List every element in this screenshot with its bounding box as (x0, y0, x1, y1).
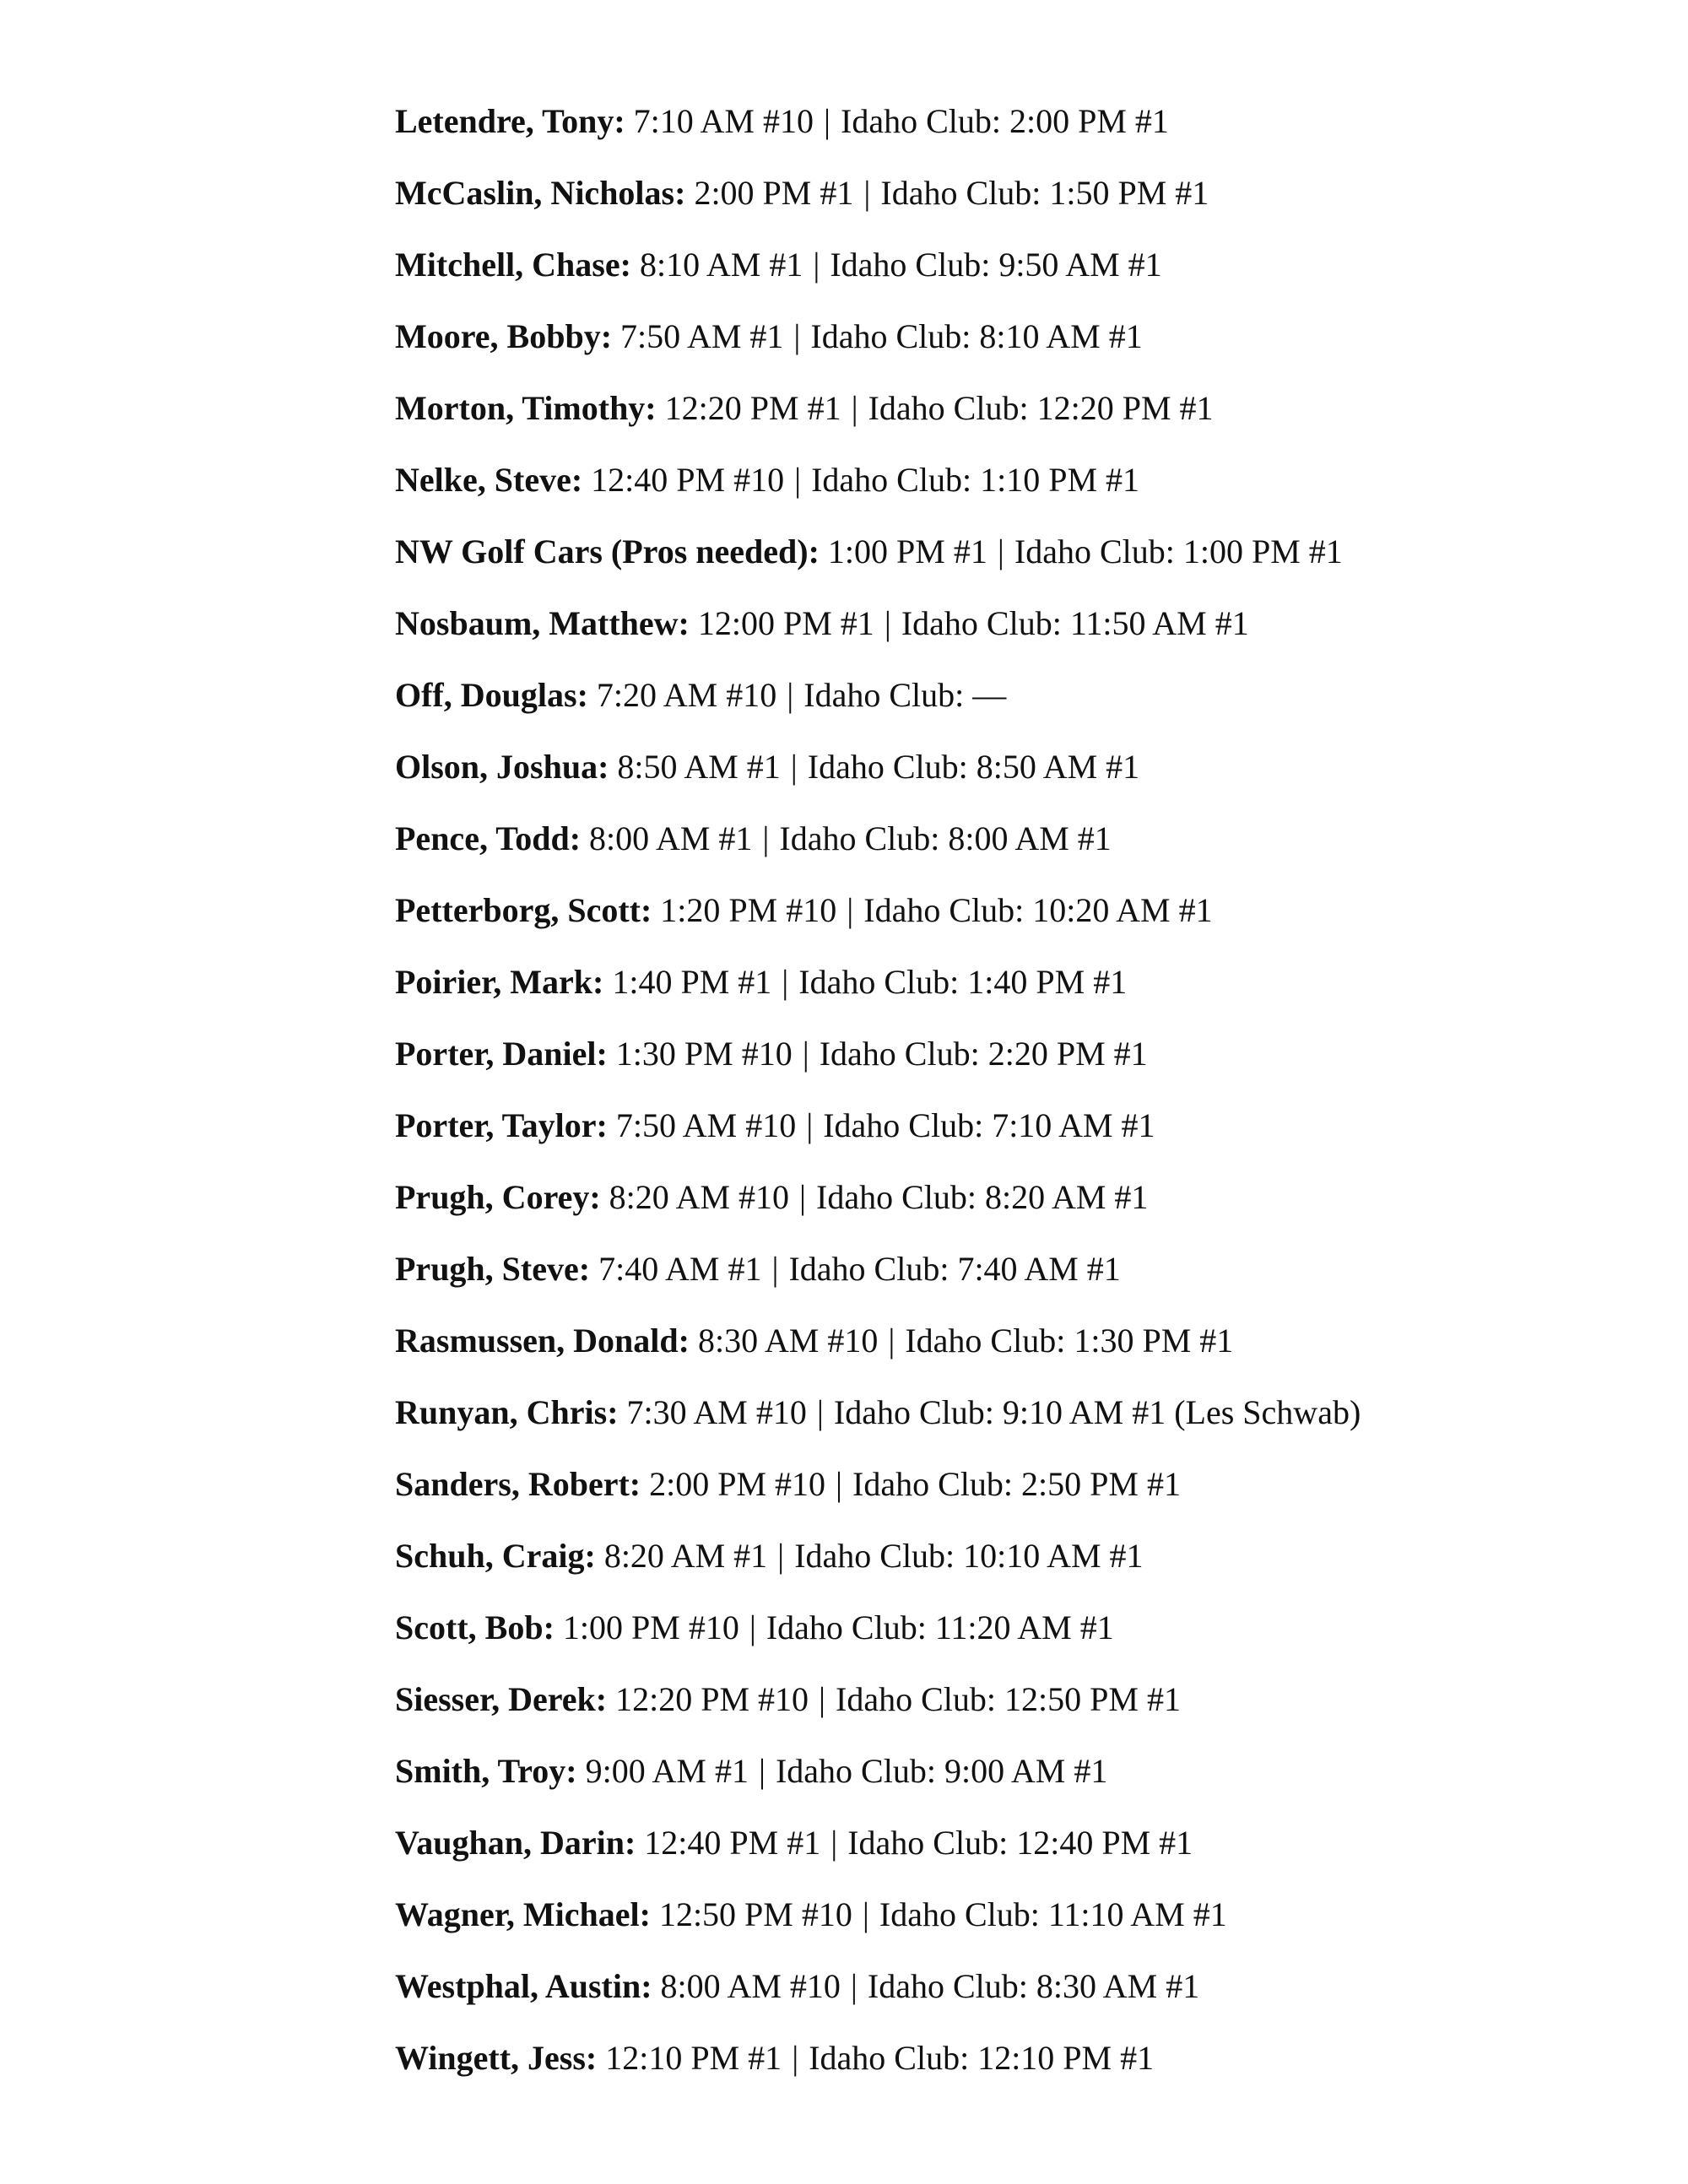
separator: | (771, 1250, 779, 1288)
tee-time: 7:50 AM #1 (620, 317, 784, 355)
list-item (395, 1027, 1661, 1099)
list-item (395, 1888, 1661, 1960)
idaho-club-label: Idaho Club: (794, 1537, 955, 1575)
separator: | (851, 389, 858, 427)
idaho-club-time: 1:10 PM #1 (980, 461, 1140, 499)
list-item (395, 1099, 1661, 1170)
idaho-club-label: Idaho Club: (823, 1106, 984, 1144)
tee-time: 2:00 PM #10 (649, 1465, 826, 1503)
list-item (395, 1960, 1661, 2031)
list-item (395, 1816, 1661, 1888)
idaho-club-label: Idaho Club: (852, 1465, 1014, 1503)
separator: | (794, 461, 802, 499)
tee-time: 12:10 PM #1 (605, 2039, 782, 2077)
list-item (395, 1386, 1661, 1457)
tee-time: 7:30 AM #10 (626, 1393, 807, 1431)
list-item (395, 1744, 1661, 1816)
list-item (395, 1673, 1661, 1744)
separator: | (888, 1322, 895, 1360)
idaho-club-time: 1:00 PM #1 (1182, 532, 1343, 570)
idaho-club-time: 8:00 AM #1 (948, 819, 1112, 857)
tee-time: 12:20 PM #10 (615, 1680, 809, 1718)
list-item (395, 381, 1661, 453)
player-name: Nelke, Steve: (395, 461, 583, 499)
list-item (395, 1529, 1661, 1601)
player-name: Westphal, Austin: (395, 1967, 652, 2005)
idaho-club-time: 8:10 AM #1 (979, 317, 1143, 355)
tee-time: 9:00 AM #1 (585, 1752, 749, 1790)
tee-time: 12:50 PM #10 (658, 1895, 852, 1933)
idaho-club-time: 9:00 AM #1 (944, 1752, 1108, 1790)
idaho-club-time: 2:20 PM #1 (987, 1035, 1148, 1073)
player-name: Mitchell, Chase: (395, 246, 631, 284)
tee-time: 2:00 PM #1 (694, 174, 854, 212)
separator: | (816, 1393, 824, 1431)
separator: | (787, 676, 794, 714)
player-name: Schuh, Craig: (395, 1537, 596, 1575)
separator: | (762, 819, 770, 857)
idaho-club-time: 11:10 AM #1 (1047, 1895, 1227, 1933)
tee-time: 7:50 AM #10 (615, 1106, 797, 1144)
idaho-club-time: — (972, 676, 1007, 714)
idaho-club-label: Idaho Club: (863, 891, 1025, 929)
idaho-club-time: 8:30 AM #1 (1036, 1967, 1200, 2005)
list-item (395, 2031, 1661, 2103)
idaho-club-label: Idaho Club: (816, 1178, 977, 1216)
list-item (395, 1242, 1661, 1314)
separator: | (799, 1178, 807, 1216)
tee-time: 12:40 PM #10 (591, 461, 785, 499)
idaho-club-time: 10:20 AM #1 (1032, 891, 1213, 929)
idaho-club-time: 9:50 AM #1 (998, 246, 1162, 284)
idaho-club-time: 11:20 AM #1 (934, 1608, 1114, 1646)
idaho-club-time: 7:40 AM #1 (957, 1250, 1121, 1288)
idaho-club-label: Idaho Club: (833, 1393, 994, 1431)
player-name: McCaslin, Nicholas: (395, 174, 686, 212)
tee-time-list (395, 95, 1661, 2103)
separator: | (806, 1106, 814, 1144)
idaho-club-time: 7:10 AM #1 (992, 1106, 1155, 1144)
separator: | (862, 1895, 869, 1933)
list-item (395, 740, 1661, 812)
player-name: Prugh, Corey: (395, 1178, 601, 1216)
tee-time: 8:20 AM #10 (609, 1178, 790, 1216)
tee-time: 8:00 AM #1 (589, 819, 753, 857)
player-name: Porter, Taylor: (395, 1106, 608, 1144)
idaho-club-time: 1:40 PM #1 (967, 963, 1128, 1001)
separator: | (777, 1537, 785, 1575)
separator: | (884, 604, 891, 642)
separator: | (847, 891, 854, 929)
idaho-club-time: 12:20 PM #1 (1036, 389, 1214, 427)
idaho-club-time: 12:10 PM #1 (977, 2039, 1155, 2077)
player-name: Porter, Daniel: (395, 1035, 608, 1073)
idaho-club-label: Idaho Club: (901, 604, 1062, 642)
player-name: Smith, Troy: (395, 1752, 577, 1790)
list-item (395, 1457, 1661, 1529)
separator: | (819, 1680, 826, 1718)
idaho-club-time: 11:50 AM #1 (1069, 604, 1249, 642)
idaho-club-label: Idaho Club: (868, 389, 1029, 427)
separator: | (836, 1465, 843, 1503)
player-name: Off, Douglas: (395, 676, 588, 714)
idaho-club-label: Idaho Club: (807, 748, 968, 786)
separator: | (793, 317, 801, 355)
idaho-club-label: Idaho Club: (779, 819, 940, 857)
separator: | (850, 1967, 858, 2005)
player-name: Wingett, Jess: (395, 2039, 598, 2077)
tee-time: 1:00 PM #1 (827, 532, 987, 570)
idaho-club-label: Idaho Club: (880, 174, 1041, 212)
player-name: Rasmussen, Donald: (395, 1322, 690, 1360)
player-name: Moore, Bobby: (395, 317, 613, 355)
idaho-club-label: Idaho Club: (830, 246, 991, 284)
idaho-club-label: Idaho Club: (905, 1322, 1066, 1360)
list-item (395, 1170, 1661, 1242)
separator: | (749, 1608, 756, 1646)
separator: | (824, 102, 831, 140)
tee-time: 1:00 PM #10 (562, 1608, 739, 1646)
idaho-club-label: Idaho Club: (867, 1967, 1028, 2005)
idaho-club-label: Idaho Club: (809, 2039, 970, 2077)
player-name: Petterborg, Scott: (395, 891, 652, 929)
list-item (395, 955, 1661, 1027)
separator: | (997, 532, 1004, 570)
separator: | (782, 963, 789, 1001)
idaho-club-label: Idaho Club: (847, 1824, 1009, 1862)
list-item (395, 95, 1661, 166)
list-item (395, 310, 1661, 381)
idaho-club-time: 2:50 PM #1 (1021, 1465, 1181, 1503)
idaho-club-label: Idaho Club: (819, 1035, 980, 1073)
tee-time: 1:20 PM #10 (660, 891, 837, 929)
tee-time: 12:40 PM #1 (644, 1824, 821, 1862)
list-item (395, 597, 1661, 668)
player-name: Scott, Bob: (395, 1608, 555, 1646)
separator: | (792, 2039, 799, 2077)
tee-time: 8:50 AM #1 (617, 748, 781, 786)
player-name: NW Golf Cars (Pros needed): (395, 532, 820, 570)
idaho-club-label: Idaho Club: (803, 676, 965, 714)
list-item (395, 668, 1661, 740)
idaho-club-time: 1:30 PM #1 (1074, 1322, 1234, 1360)
idaho-club-time: 1:50 PM #1 (1049, 174, 1209, 212)
idaho-club-label: Idaho Club: (841, 102, 1001, 140)
tee-time: 7:10 AM #10 (633, 102, 814, 140)
player-name: Olson, Joshua: (395, 748, 609, 786)
player-name: Letendre, Tony: (395, 102, 625, 140)
player-name: Nosbaum, Matthew: (395, 604, 690, 642)
player-name: Poirier, Mark: (395, 963, 604, 1001)
separator: | (802, 1035, 809, 1073)
idaho-club-time: 8:50 AM #1 (976, 748, 1140, 786)
idaho-club-time: 2:00 PM #1 (1009, 102, 1169, 140)
tee-time: 8:20 AM #1 (603, 1537, 768, 1575)
tee-time: 1:30 PM #10 (615, 1035, 793, 1073)
list-item (395, 453, 1661, 525)
idaho-club-label: Idaho Club: (811, 461, 972, 499)
idaho-club-label: Idaho Club: (836, 1680, 997, 1718)
separator: | (830, 1824, 838, 1862)
list-item (395, 1601, 1661, 1673)
list-item (395, 812, 1661, 884)
player-name: Siesser, Derek: (395, 1680, 608, 1718)
tee-time: 12:00 PM #1 (697, 604, 874, 642)
list-item (395, 238, 1661, 310)
player-name: Pence, Todd: (395, 819, 582, 857)
idaho-club-label: Idaho Club: (810, 317, 971, 355)
idaho-club-time: 12:40 PM #1 (1016, 1824, 1193, 1862)
list-item (395, 1314, 1661, 1386)
separator: | (758, 1752, 766, 1790)
idaho-club-time: 12:50 PM #1 (1004, 1680, 1181, 1718)
tee-time: 8:30 AM #10 (697, 1322, 879, 1360)
player-name: Wagner, Michael: (395, 1895, 651, 1933)
separator: | (790, 748, 798, 786)
separator: | (863, 174, 871, 212)
tee-time: 12:20 PM #1 (664, 389, 841, 427)
tee-time: 8:10 AM #1 (639, 246, 803, 284)
list-item (395, 166, 1661, 238)
idaho-club-time: 8:20 AM #1 (985, 1178, 1149, 1216)
player-name: Runyan, Chris: (395, 1393, 619, 1431)
player-name: Vaughan, Darin: (395, 1824, 636, 1862)
idaho-club-time: 9:10 AM #1 (Les Schwab) (1002, 1393, 1361, 1431)
tee-time: 8:00 AM #10 (660, 1967, 841, 2005)
idaho-club-label: Idaho Club: (798, 963, 960, 1001)
idaho-club-label: Idaho Club: (775, 1752, 936, 1790)
idaho-club-label: Idaho Club: (879, 1895, 1040, 1933)
idaho-club-label: Idaho Club: (766, 1608, 927, 1646)
idaho-club-time: 10:10 AM #1 (963, 1537, 1144, 1575)
player-name: Morton, Timothy: (395, 389, 657, 427)
idaho-club-label: Idaho Club: (788, 1250, 950, 1288)
player-name: Prugh, Steve: (395, 1250, 591, 1288)
player-name: Sanders, Robert: (395, 1465, 641, 1503)
separator: | (813, 246, 820, 284)
tee-time: 7:40 AM #1 (598, 1250, 762, 1288)
list-item (395, 884, 1661, 955)
tee-time: 7:20 AM #10 (596, 676, 777, 714)
tee-time: 1:40 PM #1 (612, 963, 772, 1001)
idaho-club-label: Idaho Club: (1014, 532, 1175, 570)
list-item (395, 525, 1661, 597)
